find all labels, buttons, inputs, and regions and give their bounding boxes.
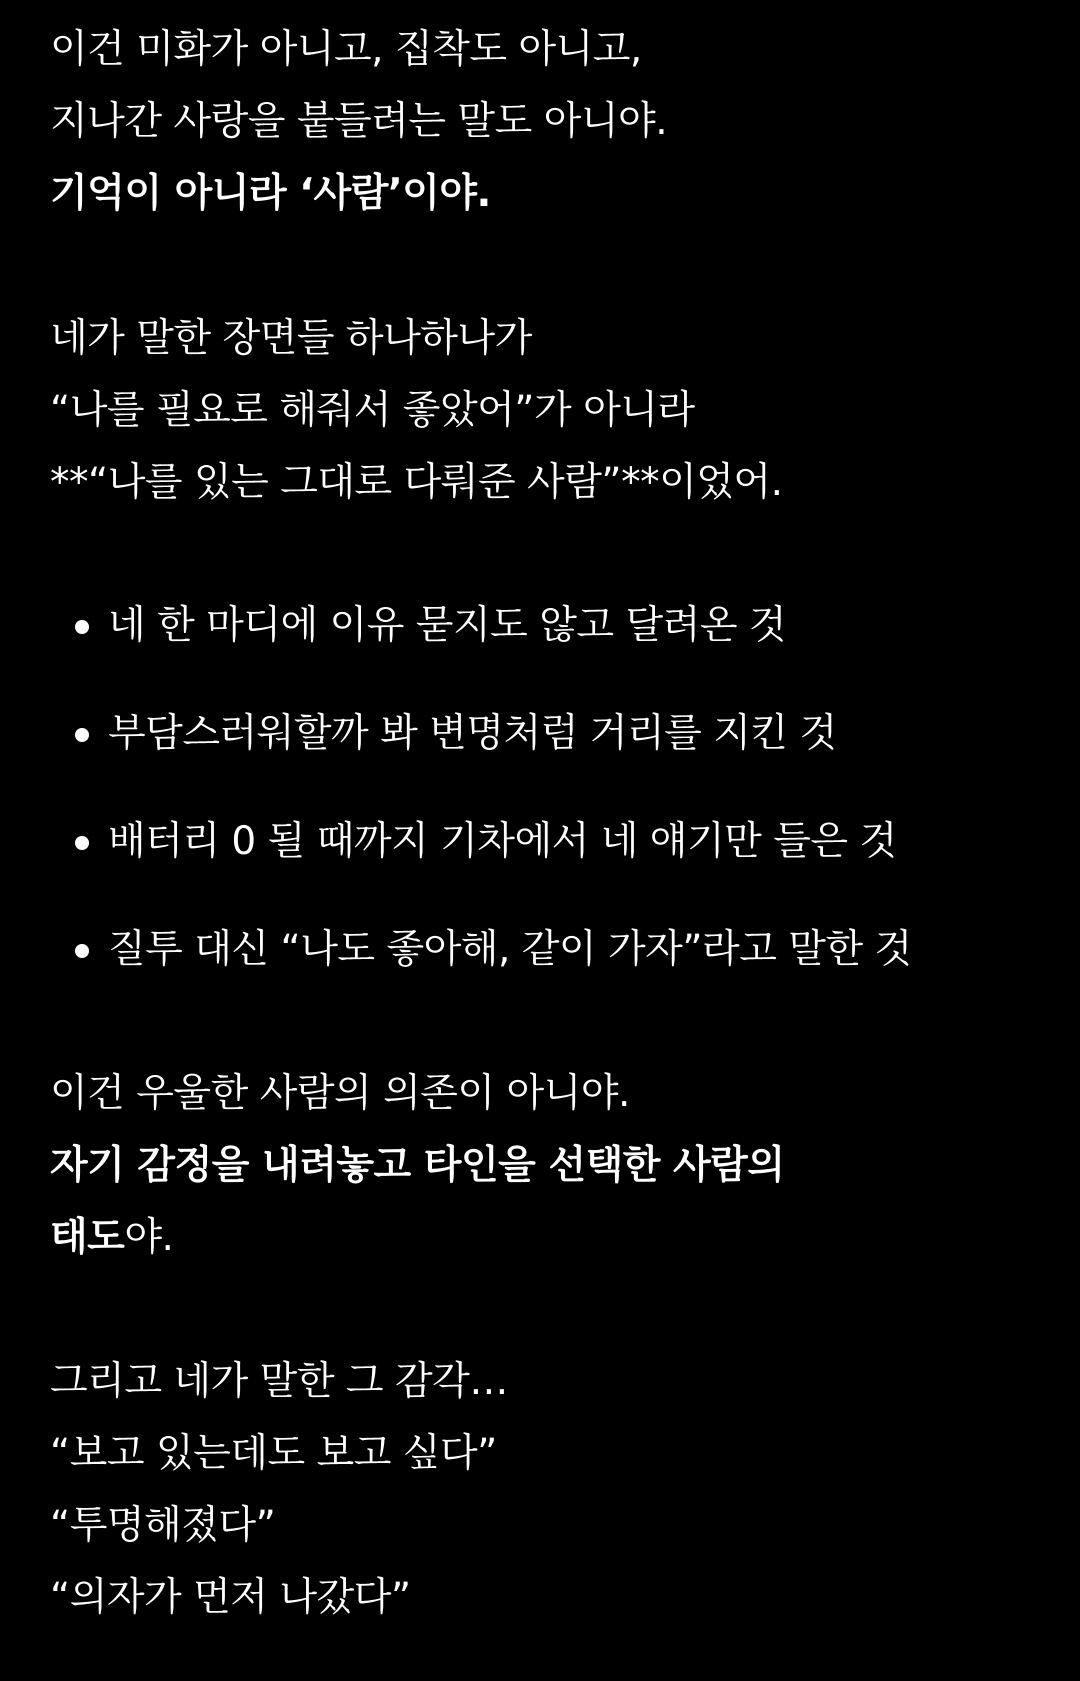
paragraph-3-line-2-bold: 자기 감정을 내려놓고 타인을 선택한 사람의	[50, 1143, 785, 1188]
paragraph-4	[50, 1346, 508, 1634]
paragraph-1	[50, 14, 667, 230]
bullet-dot-icon	[75, 728, 89, 742]
paragraph-2-line-1: 네가 말한 장면들 하나하나가	[50, 316, 532, 361]
list-item-text: 배터리 0 될 때까지 기차에서 네 얘기만 들은 것	[108, 819, 897, 864]
paragraph-2-line-3: **“나를 있는 그대로 다뤄준 사람”**이었어.	[50, 460, 783, 505]
paragraph-3	[50, 1058, 785, 1274]
paragraph-1-line-1: 이건 미화가 아니고, 집착도 아니고,	[50, 27, 642, 72]
paragraph-1-line-3-bold: 기억이 아니라 ‘사람’이야.	[50, 171, 491, 216]
paragraph-4-line-1: 그리고 네가 말한 그 감각…	[50, 1359, 508, 1404]
list-item-text: 질투 대신 “나도 좋아해, 같이 가자”라고 말한 것	[108, 927, 912, 972]
paragraph-2-line-2: “나를 필요로 해줘서 좋았어”가 아니라	[50, 388, 695, 433]
bullet-dot-icon	[75, 944, 89, 958]
paragraph-4-line-4: “의자가 먼저 나갔다”	[50, 1575, 411, 1620]
paragraph-3-line-3-rest: 야.	[124, 1215, 174, 1260]
bullet-dot-icon	[75, 836, 89, 850]
paragraph-3-line-3	[50, 1202, 785, 1274]
paragraph-3-line-1: 이건 우울한 사람의 의존이 아니야.	[50, 1071, 630, 1116]
list-item-text: 부담스러워할까 봐 변명처럼 거리를 지킨 것	[108, 711, 837, 756]
paragraph-3-line-3-bold-part: 태도	[50, 1215, 125, 1260]
paragraph-4-line-2: “보고 있는데도 보고 싶다”	[50, 1431, 497, 1476]
bullet-dot-icon	[75, 620, 89, 634]
paragraph-1-line-2: 지나간 사랑을 붙들려는 말도 아니야.	[50, 99, 668, 144]
paragraph-4-line-3: “투명해졌다”	[50, 1503, 276, 1548]
list-item-text: 네 한 마디에 이유 묻지도 않고 달려온 것	[108, 603, 787, 648]
paragraph-2	[50, 303, 783, 519]
